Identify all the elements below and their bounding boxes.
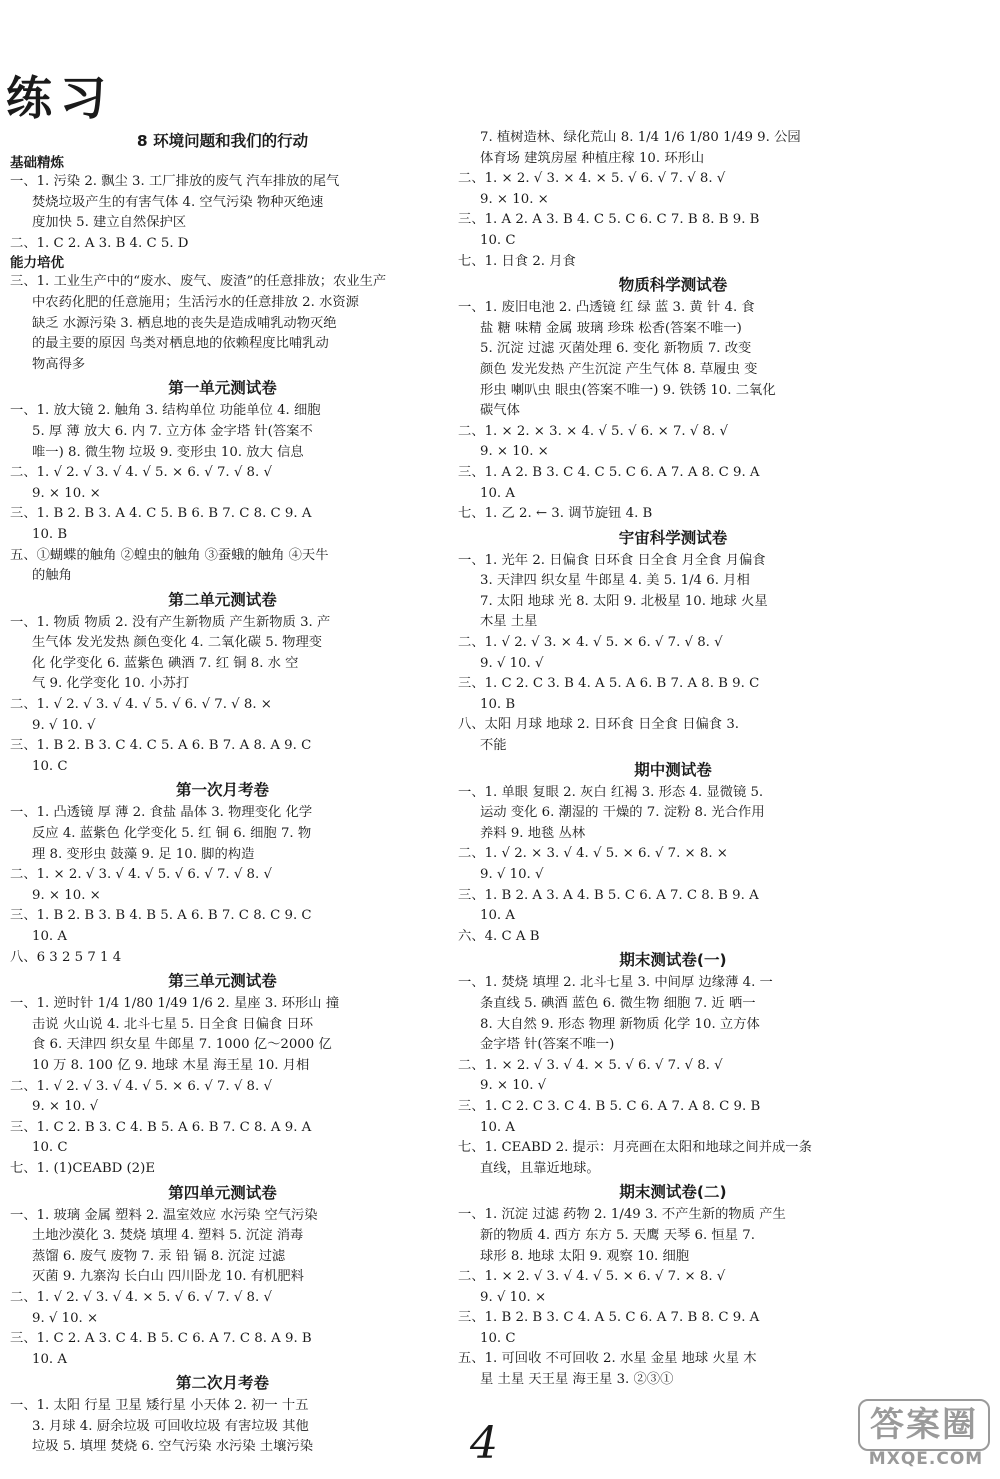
page-number: 4 — [470, 1418, 498, 1469]
answer-line: 气 9. 化学变化 10. 小苏打 — [32, 676, 190, 692]
answer-line: 9. × 10. × — [32, 887, 101, 903]
answer-line: 三、1. 工业生产中的“废水、废气、废渣”的任意排放；农业生产 — [10, 274, 387, 290]
section-title: 期末测试卷(二) — [619, 1183, 727, 1202]
answer-line: 土地沙漠化 3. 焚烧 填埋 4. 塑料 5. 沉淀 消毒 — [32, 1228, 304, 1244]
section-title: 第二次月考卷 — [175, 1374, 269, 1393]
answer-line: 7. 植树造林、绿化荒山 8. 1/4 1/6 1/80 1/49 9. 公园 — [480, 130, 801, 145]
section-title: 第四单元测试卷 — [168, 1183, 277, 1202]
answer-line: 五、①蝴蝶的触角 ②蝗虫的触角 ③蚕蛾的触角 ④天牛 — [10, 547, 329, 563]
answer-line: 养料 9. 地毯 丛林 — [480, 825, 586, 841]
section-title: 期末测试卷(一) — [619, 951, 727, 970]
answer-line: 盐 糖 味精 金属 玻璃 珍珠 松香(答案不唯一) — [480, 320, 742, 336]
answer-line: 不能 — [480, 738, 507, 754]
answer-line: 三、1. B 2. B 3. C 4. C 5. A 6. B 7. A 8. A 9. C — [10, 738, 312, 754]
answer-line: 一、1. 废旧电池 2. 凸透镜 红 绿 蓝 3. 黄 针 4. 食 — [458, 300, 755, 316]
answer-line: 星 土星 天王星 海王星 3. ②③① — [480, 1372, 674, 1388]
answer-line: 9. √ 10. √ — [480, 867, 544, 882]
answer-line: 9. × 10. × — [480, 191, 549, 207]
watermark-text: 答案圈 — [858, 1399, 990, 1451]
answer-line: 金字塔 针(答案不唯一) — [480, 1037, 615, 1053]
answer-line: 体育场 建筑房屋 种植庄稼 10. 环形山 — [480, 150, 705, 166]
answer-line: 七、1. 乙 2. ← 3. 调节旋钮 4. B — [458, 506, 653, 522]
answer-line: 二、1. × 2. √ 3. √ 4. √ 5. × 6. √ 7. × 8. √ — [458, 1269, 726, 1285]
answer-line: 六、4. C A B — [458, 928, 540, 944]
answer-line: 三、1. B 2. B 3. A 4. C 5. B 6. B 7. C 8. C 9. A — [10, 506, 312, 522]
answer-line: 3. 天津四 织女星 牛郎星 4. 美 5. 1/4 6. 月相 — [480, 573, 750, 589]
right-column — [458, 128, 888, 1391]
answer-line: 三、1. B 2. A 3. A 4. B 5. C 6. A 7. C 8. B 9. A — [458, 887, 759, 903]
answer-line: 击说 火山说 4. 北斗七星 5. 日全食 日偏食 日环 — [32, 1016, 314, 1032]
answer-line: 七、1. 日食 2. 月食 — [458, 253, 576, 269]
answer-line: 二、1. √ 2. √ 3. √ 4. × 5. √ 6. √ 7. √ 8. √ — [10, 1289, 272, 1305]
page-header-title: 练习 — [6, 71, 114, 125]
answer-line: 七、1. (1)CEABD (2)E — [10, 1160, 156, 1176]
answer-line: 的最主要的原因 鸟类对栖息地的依赖程度比哺乳动 — [32, 336, 329, 352]
answer-line: 一、1. 太阳 行星 卫星 矮行星 小天体 2. 初一 十五 — [10, 1398, 309, 1414]
answer-line: 缺乏 水源污染 3. 栖息地的丧失是造成哺乳动物灭绝 — [32, 315, 337, 331]
answer-line: 5. 沉淀 过滤 灭菌处理 6. 变化 新物质 7. 改变 — [480, 341, 752, 357]
answer-line: 9. √ 10. √ — [480, 655, 544, 671]
answer-line: 9. √ 10. × — [480, 1289, 547, 1305]
answer-line: 10. C — [32, 758, 68, 774]
answer-line: 10 万 8. 100 亿 9. 地球 木星 海王星 10. 月相 — [32, 1057, 310, 1073]
answer-line: 一、1. 物质 物质 2. 没有产生新物质 产生新物质 3. 产 — [10, 614, 331, 630]
section-title: 期中测试卷 — [634, 760, 712, 779]
answer-line: 8. 大自然 9. 形态 物理 新物质 化学 10. 立方体 — [480, 1016, 760, 1032]
answer-line: 中农药化肥的任意施用；生活污水的任意排放 2. 水资源 — [32, 294, 359, 310]
answer-line: 化 化学变化 6. 蓝紫色 碘酒 7. 红 铜 8. 水 空 — [32, 655, 299, 671]
answer-line: 一、1. 凸透镜 厚 薄 2. 食盐 晶体 3. 物理变化 化学 — [10, 805, 313, 821]
answer-line: 9. × 10. × — [32, 485, 101, 501]
answer-line: 运动 变化 6. 潮湿的 干燥的 7. 淀粉 8. 光合作用 — [480, 805, 765, 821]
answer-line: 一、1. 光年 2. 日偏食 日环食 日全食 月全食 月偏食 — [458, 552, 766, 568]
section-title: 物质科学测试卷 — [618, 276, 728, 295]
answer-line: 二、1. C 2. A 3. B 4. C 5. D — [10, 235, 189, 251]
answer-line: 9. × 10. × — [480, 444, 549, 460]
answer-line: 二、1. × 2. × 3. × 4. √ 5. √ 6. × 7. √ 8. √ — [458, 423, 728, 439]
answer-line: 二、1. × 2. √ 3. × 4. × 5. √ 6. √ 7. √ 8. √ — [458, 171, 726, 187]
answer-line: 三、1. A 2. A 3. B 4. C 5. C 6. C 7. B 8. B 9. B — [458, 212, 760, 228]
watermark-url: MXQE.COM — [868, 1449, 984, 1469]
answer-line: 焚烧垃圾产生的有害气体 4. 空气污染 物种灭绝速 — [32, 194, 324, 210]
answer-line: 食 6. 天津四 织女星 牛郎星 7. 1000 亿～2000 亿 — [32, 1037, 332, 1053]
answer-line: 生气体 发光发热 颜色变化 4. 二氧化碳 5. 物理变 — [32, 635, 323, 651]
subsection-title: 基础精炼 — [10, 155, 64, 171]
left-column — [10, 128, 435, 1458]
answer-line: 三、1. C 2. C 3. B 4. A 5. A 6. B 7. A 8. B 9. C — [458, 676, 760, 692]
answer-line: 一、1. 逆时针 1/4 1/80 1/49 1/6 2. 星座 3. 环形山 撞 — [10, 996, 340, 1012]
answer-line: 三、1. B 2. B 3. C 4. A 5. C 6. A 7. B 8. C 9. A — [458, 1310, 760, 1326]
answer-line: 9. × 10. √ — [480, 1078, 547, 1094]
answer-line: 10. C — [32, 1140, 68, 1156]
answer-line: 10. A — [480, 485, 515, 501]
answer-line: 的触角 — [32, 568, 72, 584]
answer-line: 一、1. 放大镜 2. 触角 3. 结构单位 功能单位 4. 细胞 — [10, 403, 321, 419]
answer-line: 木星 土星 — [480, 614, 538, 630]
answer-line: 理 8. 变形虫 鼓藻 9. 足 10. 脚的构造 — [32, 846, 255, 862]
answer-line: 三、1. C 2. C 3. C 4. B 5. C 6. A 7. A 8. C 9. B — [458, 1098, 761, 1114]
subsection-title: 能力培优 — [10, 255, 64, 272]
answer-line: 一、1. 玻璃 金属 塑料 2. 温室效应 水污染 空气污染 — [10, 1207, 318, 1223]
answer-line: 一、1. 焚烧 填埋 2. 北斗七星 3. 中间厚 边缘薄 4. 一 — [458, 975, 773, 991]
answer-line: 灭菌 9. 九寨沟 长白山 四川卧龙 10. 有机肥料 — [32, 1269, 304, 1285]
answer-line: 二、1. × 2. √ 3. √ 4. × 5. √ 6. √ 7. √ 8. √ — [458, 1057, 723, 1073]
answer-line: 形虫 喇叭虫 眼虫(答案不唯一) 9. 铁锈 10. 二氧化 — [480, 382, 776, 398]
answer-line: 9. × 10. √ — [32, 1099, 99, 1115]
answer-line: 二、1. √ 2. √ 3. √ 4. √ 5. × 6. √ 7. √ 8. √ — [10, 465, 272, 481]
answer-line: 10. C — [480, 1330, 516, 1346]
answer-line: 垃圾 5. 填埋 焚烧 6. 空气污染 水污染 土壤污染 — [32, 1439, 314, 1455]
answer-line: 一、1. 单眼 复眼 2. 灰白 红褐 3. 形态 4. 显微镜 5. — [458, 784, 764, 800]
section-title: 8 环境问题和我们的行动 — [136, 132, 309, 150]
answer-line: 五、1. 可回收 不可回收 2. 水星 金星 地球 火星 木 — [458, 1351, 757, 1367]
answer-line: 9. √ 10. × — [32, 1310, 99, 1326]
answer-line: 一、1. 沉淀 过滤 药物 2. 1/49 3. 不产生新的物质 产生 — [458, 1207, 786, 1223]
answer-line: 一、1. 污染 2. 飘尘 3. 工厂排放的废气 汽车排放的尾气 — [10, 174, 340, 189]
answer-line: 八、6 3 2 5 7 1 4 — [10, 949, 122, 965]
answer-line: 二、1. √ 2. √ 3. √ 4. √ 5. √ 6. √ 7. √ 8. × — [10, 697, 272, 713]
section-title: 第一次月考卷 — [175, 781, 269, 800]
section-title: 第一单元测试卷 — [168, 379, 277, 398]
answer-line: 7. 太阳 地球 光 8. 太阳 9. 北极星 10. 地球 火星 — [480, 593, 768, 609]
answer-line: 9. √ 10. √ — [32, 717, 96, 733]
answer-line: 球形 8. 地球 太阳 9. 观察 10. 细胞 — [480, 1248, 690, 1264]
answer-line: 10. A — [32, 929, 67, 944]
answer-line: 直线，且靠近地球。 — [480, 1160, 600, 1176]
answer-line: 七、1. CEABD 2. 提示：月亮画在太阳和地球之间并成一条 — [458, 1140, 812, 1156]
section-title: 第三单元测试卷 — [168, 972, 277, 991]
answer-line: 10. B — [32, 526, 68, 542]
section-title: 宇宙科学测试卷 — [618, 528, 728, 547]
answer-line: 颜色 发光发热 产生沉淀 产生气体 8. 草履虫 变 — [480, 361, 758, 377]
answer-line: 物高得多 — [32, 356, 86, 372]
watermark-logo — [862, 1399, 990, 1469]
answer-line: 三、1. C 2. A 3. C 4. B 5. C 6. A 7. C 8. A 9. B — [10, 1331, 312, 1347]
answer-line: 三、1. B 2. B 3. B 4. B 5. A 6. B 7. C 8. C 9. C — [10, 908, 312, 924]
answer-line: 八、太阳 月球 地球 2. 日环食 日全食 日偏食 3. — [458, 717, 740, 733]
answer-line: 二、1. √ 2. √ 3. × 4. √ 5. × 6. √ 7. √ 8. √ — [458, 635, 723, 651]
answer-line: 条直线 5. 碘酒 蓝色 6. 微生物 细胞 7. 近 晒一 — [480, 995, 756, 1011]
answer-line: 新的物质 4. 西方 东方 5. 天鹰 天琴 6. 恒星 7. — [480, 1227, 755, 1243]
answer-line: 唯一) 8. 微生物 垃圾 9. 变形虫 10. 放大 信息 — [32, 444, 304, 460]
answer-line: 三、1. A 2. B 3. C 4. C 5. C 6. A 7. A 8. C 9. A — [458, 464, 760, 480]
answer-line: 反应 4. 蓝紫色 化学变化 5. 红 铜 6. 细胞 7. 物 — [32, 826, 312, 842]
section-title: 第二单元测试卷 — [168, 590, 277, 609]
answer-line: 10. C — [480, 232, 516, 248]
answer-line: 10. A — [480, 908, 515, 924]
answer-line: 5. 厚 薄 放大 6. 内 7. 立方体 金字塔 针(答案不 — [32, 423, 313, 439]
answer-line: 10. B — [480, 696, 516, 712]
answer-line: 二、1. √ 2. × 3. √ 4. √ 5. × 6. √ 7. × 8. × — [458, 846, 728, 862]
answer-line: 度加快 5. 建立自然保护区 — [32, 215, 187, 231]
answer-line: 3. 月球 4. 厨余垃圾 可回收垃圾 有害垃圾 其他 — [32, 1418, 309, 1434]
answer-line: 蒸馏 6. 废气 废物 7. 汞 铅 镉 8. 沉淀 过滤 — [32, 1248, 286, 1264]
answer-line: 三、1. C 2. B 3. C 4. B 5. A 6. B 7. C 8. A 9. A — [10, 1119, 312, 1135]
answer-line: 二、1. √ 2. √ 3. √ 4. √ 5. × 6. √ 7. √ 8. √ — [10, 1078, 272, 1094]
answer-line: 碳气体 — [480, 403, 520, 419]
answer-line: 10. A — [32, 1351, 67, 1367]
answer-line: 10. A — [480, 1119, 515, 1135]
answer-line: 二、1. × 2. √ 3. √ 4. √ 5. √ 6. √ 7. √ 8. √ — [10, 867, 272, 883]
